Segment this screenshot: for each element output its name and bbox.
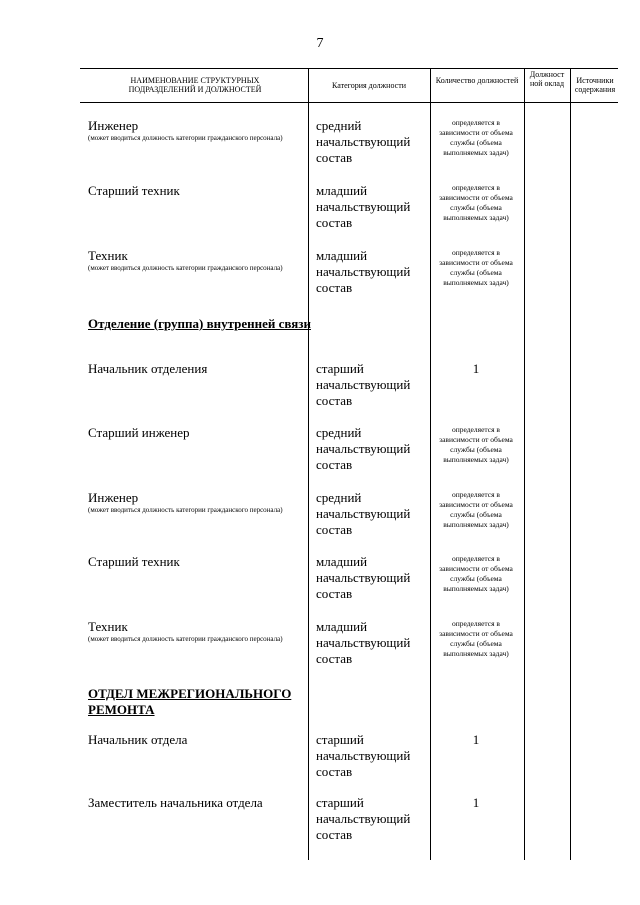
position-name: Старший техник [88,183,180,198]
table-top-border [80,68,618,69]
column-divider [430,68,431,860]
position-note: (может вводиться должность категории гражданского персонала) [88,134,283,142]
position-category: средний начальствующий состав [316,425,411,472]
position-count: определяется в зависимости от объема службы (объема выполняемых задач) [439,183,513,222]
position-count: 1 [472,732,480,747]
header-category: Категория должности [332,81,406,90]
column-divider [308,68,309,860]
column-divider [524,68,525,860]
position-note: (может вводиться должность категории гражданского персонала) [88,264,283,272]
position-category: средний начальствующий состав [316,490,411,537]
position-category: старший начальствующий состав [316,732,411,779]
position-count: определяется в зависимости от объема службы (объема выполняемых задач) [439,425,513,464]
position-count: определяется в зависимости от объема службы (объема выполняемых задач) [439,490,513,529]
position-count: 1 [472,361,480,376]
position-name: Инженер (может вводиться должность категории гражданского персонала) [88,490,308,515]
position-name: Начальник отделения [88,361,208,376]
position-name: Заместитель начальника отдела [88,795,263,810]
position-count: определяется в зависимости от объема службы (объема выполняемых задач) [439,619,513,658]
header-bottom-border [80,102,618,103]
position-name: Техник (может вводиться должность категории гражданского персонала) [88,248,308,273]
column-divider [570,68,571,860]
position-category: средний начальствующий состав [316,118,411,165]
position-name: Старший техник [88,554,180,569]
header-salary: Должност ной оклад [529,70,565,89]
position-category: младший начальствующий состав [316,183,411,230]
position-count: определяется в зависимости от объема службы (объема выполняемых задач) [439,118,513,157]
header-count: Количество должностей [435,76,519,85]
position-count: определяется в зависимости от объема службы (объема выполняемых задач) [439,554,513,593]
position-name: Техник (может вводиться должность категории гражданского персонала) [88,619,308,644]
section-heading: ОТДЕЛ МЕЖРЕГИОНАЛЬНОГО РЕМОНТА [88,686,292,717]
position-category: младший начальствующий состав [316,619,411,666]
position-name: Начальник отдела [88,732,188,747]
position-note: (может вводиться должность категории гражданского персонала) [88,506,283,514]
header-name: НАИМЕНОВАНИЕ СТРУКТУРНЫХ ПОДРАЗДЕЛЕНИЙ И ДОЛЖНОСТЕЙ [128,76,262,95]
position-note: (может вводиться должность категории гражданского персонала) [88,635,283,643]
staff-table [80,68,618,860]
position-category: старший начальствующий состав [316,361,411,408]
page-number: 7 [316,36,324,51]
section-heading: Отделение (группа) внутренней связи [88,316,311,331]
position-count: определяется в зависимости от объема службы (объема выполняемых задач) [439,248,513,287]
header-source: Источники содержания [574,76,616,95]
position-name: Старший инженер [88,425,190,440]
position-count: 1 [472,795,480,810]
position-category: старший начальствующий состав [316,795,411,842]
position-name: Инженер (может вводиться должность категории гражданского персонала) [88,118,308,143]
position-category: младший начальствующий состав [316,554,411,601]
position-category: младший начальствующий состав [316,248,411,295]
